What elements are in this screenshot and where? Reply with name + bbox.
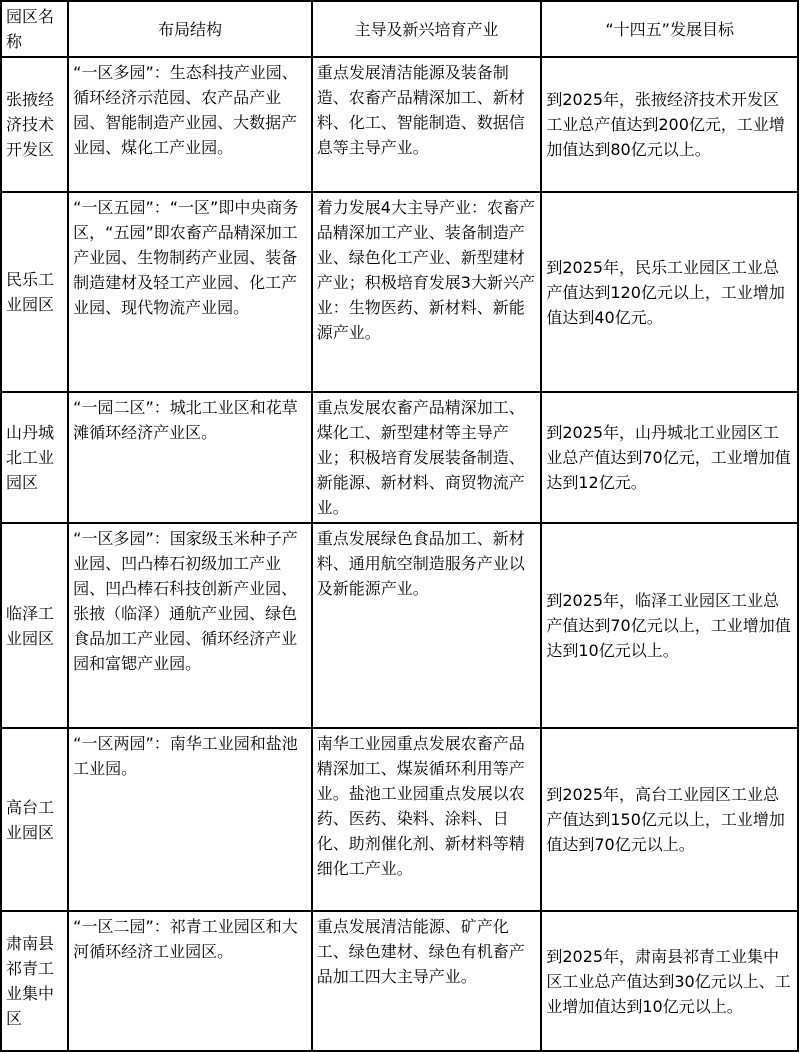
table-row xyxy=(1,392,798,523)
industry-cell: 重点发展绿色食品加工、新材料、通用航空制造服务产业以及新能源产业。 xyxy=(312,523,542,728)
header-row xyxy=(1,1,798,57)
park-name-cell: 肃南县祁青工业集中区 xyxy=(1,911,68,1051)
industry-cell: 南华工业园重点发展农畜产品精深加工、煤炭循环利用等产业。盐池工业园重点发展以农药、医药、染料、涂料、日化、助剂催化剂、新材料等精细化工产业。 xyxy=(312,728,542,911)
table-row xyxy=(1,57,798,192)
header-goal: “十四五”发展目标 xyxy=(541,1,798,57)
goal-cell: 到2025年，临泽工业园区工业总产值达到70亿元以上，工业增加值达到10亿元以上。 xyxy=(541,523,798,728)
table-row xyxy=(1,523,798,728)
park-name-cell: 临泽工业园区 xyxy=(1,523,68,728)
goal-cell: 到2025年，山丹城北工业园区工业总产值达到70亿元，工业增加值达到12亿元。 xyxy=(541,392,798,523)
park-name-cell: 高台工业园区 xyxy=(1,728,68,911)
goal-cell: 到2025年，张掖经济技术开发区工业总产值达到200亿元，工业增加值达到80亿元以上。 xyxy=(541,57,798,192)
layout-cell: “一园二区”：城北工业区和花草滩循环经济产业区。 xyxy=(68,392,312,523)
industry-cell: 着力发展4大主导产业：农畜产品精深加工产业、装备制造产业、绿色化工产业、新型建材产业；积极培育发展3大新兴产业：生物医药、新材料、新能源产业。 xyxy=(312,192,542,392)
layout-cell: “一区多园”：生态科技产业园、循环经济示范园、农产品产业园、智能制造产业园、大数据产业园、煤化工产业园。 xyxy=(68,57,312,192)
layout-cell: “一区两园”：南华工业园和盐池工业园。 xyxy=(68,728,312,911)
table-row xyxy=(1,911,798,1051)
layout-cell: “一区二园”：祁青工业园区和大河循环经济工业园区。 xyxy=(68,911,312,1051)
industry-cell: 重点发展农畜产品精深加工、煤化工、新型建材等主导产业；积极培育发展装备制造、新能源、新材料、商贸物流产业。 xyxy=(312,392,542,523)
industry-cell: 重点发展清洁能源及装备制造、农畜产品精深加工、新材料、化工、智能制造、数据信息等主导产业。 xyxy=(312,57,542,192)
goal-cell: 到2025年，民乐工业园区工业总产值达到120亿元以上，工业增加值达到40亿元。 xyxy=(541,192,798,392)
park-name-cell: 张掖经济技术开发区 xyxy=(1,57,68,192)
goal-cell: 到2025年，肃南县祁青工业集中区工业总产值达到30亿元以上、工业增加值达到10亿元以上。 xyxy=(541,911,798,1051)
header-layout: 布局结构 xyxy=(68,1,312,57)
industry-cell: 重点发展清洁能源、矿产化工、绿色建材、绿色有机畜产品加工四大主导产业。 xyxy=(312,911,542,1051)
layout-cell: “一区五园”：“一区”即中央商务区，“五园”即农畜产品精深加工产业园、生物制药产业园、装备制造建材及轻工产业园、化工产业园、现代物流产业园。 xyxy=(68,192,312,392)
layout-cell: “一区多园”：国家级玉米种子产业园、凹凸棒石初级加工产业园、凹凸棒石科技创新产业园、张掖（临泽）通航产业园、绿色食品加工产业园、循环经济产业园和富锶产业园。 xyxy=(68,523,312,728)
table-row xyxy=(1,728,798,911)
header-industry: 主导及新兴培育产业 xyxy=(312,1,542,57)
goal-cell: 到2025年，高台工业园区工业总产值达到150亿元以上，工业增加值达到70亿元以上。 xyxy=(541,728,798,911)
header-park-name: 园区名称 xyxy=(1,1,68,57)
park-name-cell: 山丹城北工业园区 xyxy=(1,392,68,523)
table-row xyxy=(1,192,798,392)
park-name-cell: 民乐工业园区 xyxy=(1,192,68,392)
